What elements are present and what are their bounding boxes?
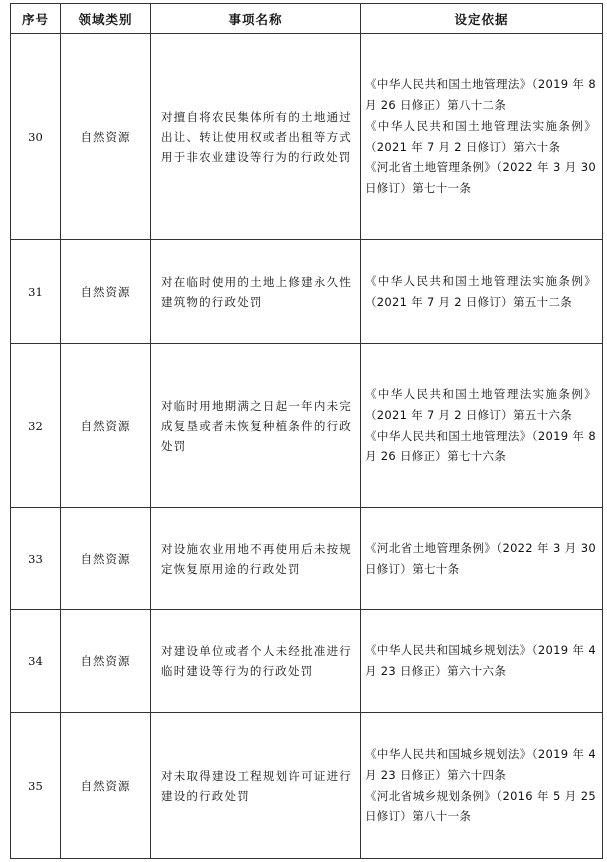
row-domain: 自然资源 xyxy=(61,240,151,344)
row-basis xyxy=(361,34,603,240)
row-number: 31 xyxy=(11,240,61,344)
row-item-name: 对未取得建设工程规划许可证进行建设的行政处罚 xyxy=(151,713,361,859)
basis-entry: 《中华人民共和国土地管理法》（2019 年 8 月 26 日修正）第七十六条 xyxy=(365,428,596,464)
row-number: 32 xyxy=(11,344,61,508)
row-number: 30 xyxy=(11,34,61,240)
row-domain: 自然资源 xyxy=(61,344,151,508)
basis-entry: 《中华人民共和国土地管理法实施条例》（2021 年 7 月 2 日修订）第五十二条 xyxy=(365,273,596,309)
row-domain: 自然资源 xyxy=(61,713,151,859)
basis-entry: 《河北省土地管理条例》（2022 年 3 月 30 日修订）第七十条 xyxy=(365,540,596,576)
header-row xyxy=(11,4,603,34)
basis-entry: 《中华人民共和国土地管理法实施条例》（2021 年 7 月 2 日修订）第六十条 xyxy=(365,118,596,154)
row-item-name: 对临时用地期满之日起一年内未完成复垦或者未恢复种植条件的行政处罚 xyxy=(151,344,361,508)
row-domain: 自然资源 xyxy=(61,508,151,610)
basis-entry: 《中华人民共和国土地管理法》（2019 年 8 月 26 日修正）第八十二条 xyxy=(365,77,596,112)
row-basis xyxy=(361,240,603,344)
table-header xyxy=(11,4,603,34)
table-row xyxy=(11,610,603,713)
header-basis: 设定依据 xyxy=(361,4,603,34)
row-basis xyxy=(361,713,603,859)
table-row xyxy=(11,34,603,240)
header-no: 序号 xyxy=(11,4,61,34)
row-basis xyxy=(361,344,603,508)
basis-entry: 《河北省土地管理条例》（2022 年 3 月 30 日修订）第七十一条 xyxy=(365,160,596,196)
header-domain: 领域类别 xyxy=(61,4,151,34)
row-number: 33 xyxy=(11,508,61,610)
table-body xyxy=(11,34,603,859)
header-item: 事项名称 xyxy=(151,4,361,34)
table-row xyxy=(11,240,603,344)
basis-entry: 《中华人民共和国城乡规划法》（2019 年 4 月 23 日修正）第六十六条 xyxy=(365,643,596,678)
row-basis xyxy=(361,508,603,610)
basis-entry: 《河北省城乡规划条例》（2016 年 5 月 25 日修订）第八十一条 xyxy=(365,788,596,824)
penalty-items-table xyxy=(10,3,603,859)
row-item-name: 对擅自将农民集体所有的土地通过出让、转让使用权或者出租等方式用于非农业建设等行为的行政处罚 xyxy=(151,34,361,240)
row-item-name: 对建设单位或者个人未经批准进行临时建设等行为的行政处罚 xyxy=(151,610,361,713)
row-number: 34 xyxy=(11,610,61,713)
table-row xyxy=(11,713,603,859)
row-item-name: 对在临时使用的土地上修建永久性建筑物的行政处罚 xyxy=(151,240,361,344)
basis-entry: 《中华人民共和国土地管理法实施条例》（2021 年 7 月 2 日修订）第五十六条 xyxy=(365,386,596,422)
table-row xyxy=(11,344,603,508)
row-item-name: 对设施农业用地不再使用后未按规定恢复原用途的行政处罚 xyxy=(151,508,361,610)
row-number: 35 xyxy=(11,713,61,859)
table-row xyxy=(11,508,603,610)
basis-entry: 《中华人民共和国城乡规划法》（2019 年 4 月 23 日修正）第六十四条 xyxy=(365,746,596,782)
row-domain: 自然资源 xyxy=(61,34,151,240)
row-domain: 自然资源 xyxy=(61,610,151,713)
row-basis xyxy=(361,610,603,713)
